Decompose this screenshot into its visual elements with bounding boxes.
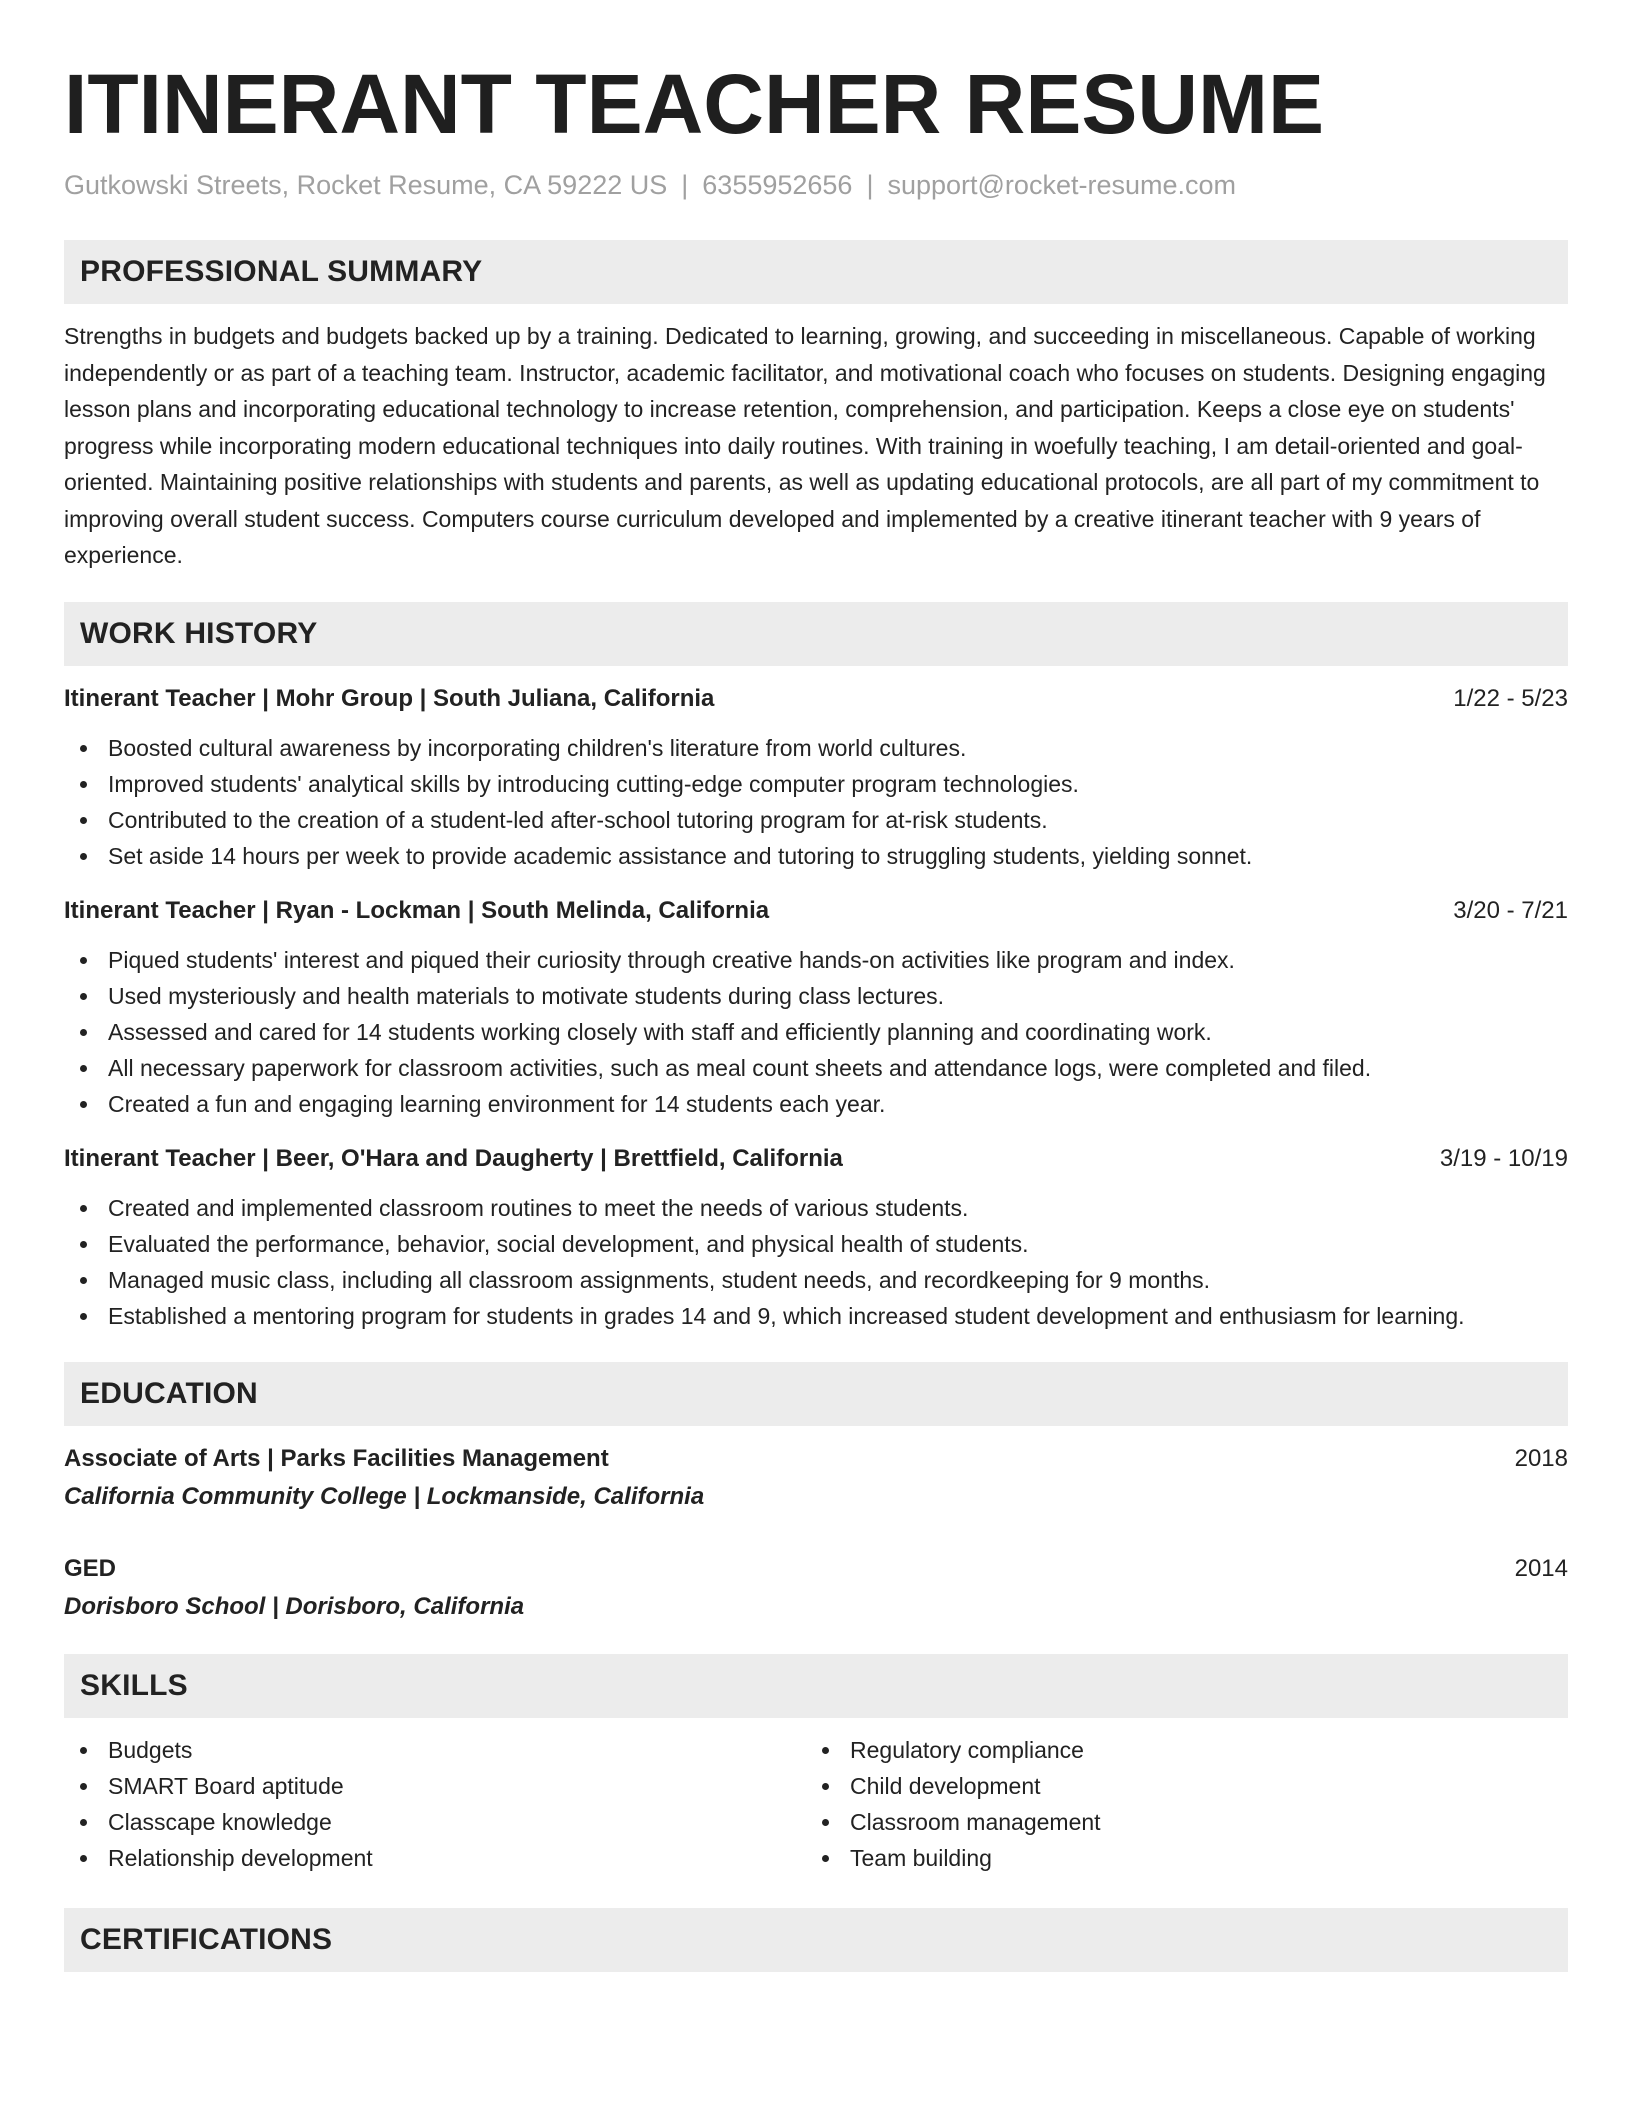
section-heading-certifications: CERTIFICATIONS [64,1908,1568,1972]
job-entry [64,1142,1568,1334]
skills-list [64,1732,1568,1876]
education-header [64,1440,1568,1478]
education-degree: Associate of Arts | Parks Facilities Management [64,1444,609,1472]
skill-item: Team building [806,1840,1548,1876]
education-year: 2018 [1514,1444,1568,1472]
job-bullet: Set aside 14 hours per week to provide academic assistance and tutoring to struggling students, yielding sonnet. [64,838,1568,874]
job-header [64,682,1568,716]
job-bullet: Contributed to the creation of a student-led after-school tutoring program for at-risk students. [64,802,1568,838]
contact-separator: | [681,170,689,200]
section-heading-skills: SKILLS [64,1654,1568,1718]
job-title: Itinerant Teacher | Mohr Group | South Juliana, California [64,684,715,712]
skill-item: SMART Board aptitude [64,1768,806,1804]
job-bullets [64,1190,1568,1334]
job-bullet: Managed music class, including all classroom assignments, student needs, and recordkeeping for 9 months. [64,1262,1568,1298]
education-header [64,1550,1568,1588]
job-bullet: Evaluated the performance, behavior, social development, and physical health of students. [64,1226,1568,1262]
resume-page [64,58,1568,1972]
job-entry [64,894,1568,1122]
skills-column-right [806,1732,1548,1876]
contact-line [64,168,1568,202]
job-bullet: Established a mentoring program for students in grades 14 and 9, which increased student development and enthusiasm for learning. [64,1298,1568,1334]
job-bullet: All necessary paperwork for classroom activities, such as meal count sheets and attendance logs, were completed and filed. [64,1050,1568,1086]
skill-item: Child development [806,1768,1548,1804]
job-date: 1/22 - 5/23 [1453,684,1568,712]
job-bullet: Created and implemented classroom routines to meet the needs of various students. [64,1190,1568,1226]
job-header [64,894,1568,928]
contact-email: support@rocket-resume.com [887,170,1236,200]
skill-item: Relationship development [64,1840,806,1876]
section-heading-education: EDUCATION [64,1362,1568,1426]
education-entry [64,1440,1568,1516]
skill-item: Budgets [64,1732,806,1768]
contact-phone: 6355952656 [702,170,853,200]
resume-title: ITINERANT TEACHER RESUME [64,57,1325,151]
job-bullets [64,730,1568,874]
job-bullet: Used mysteriously and health materials to motivate students during class lectures. [64,978,1568,1014]
job-bullets [64,942,1568,1122]
education-entry [64,1550,1568,1626]
job-bullet: Improved students' analytical skills by introducing cutting-edge computer program technologies. [64,766,1568,802]
job-title: Itinerant Teacher | Beer, O'Hara and Daugherty | Brettfield, California [64,1144,843,1172]
education-year: 2014 [1514,1554,1568,1582]
skills-column-left [64,1732,806,1876]
education-school: Dorisboro School | Dorisboro, California [64,1592,525,1620]
education-degree: GED [64,1554,117,1582]
section-heading-work-history: WORK HISTORY [64,602,1568,666]
job-title: Itinerant Teacher | Ryan - Lockman | South Melinda, California [64,896,770,924]
job-date: 3/20 - 7/21 [1453,896,1568,924]
contact-address: Gutkowski Streets, Rocket Resume, CA 59222 US [64,170,668,200]
summary-text: Strengths in budgets and budgets backed up by a training. Dedicated to learning, growing, and succeeding in miscellaneous. Capable of working independently or as part of a teaching team. Instructor, academic facilitator, and motivational coach who focuses on students. Designing engaging lesson plans and incorporating educational technology to increase retention, comprehension, and participation. Keeps a close eye on students' progress while incorporating modern educational techniques into daily routines. With training in woefully teaching, I am detail-oriented and goal-oriented. Maintaining positive relationships with students and parents, as well as updating educational protocols, are all part of my commitment to improving overall student success. Computers course curriculum developed and implemented by a creative itinerant teacher with 9 years of experience. [64,323,1546,568]
job-bullet: Boosted cultural awareness by incorporating children's literature from world cultures. [64,730,1568,766]
education-school: California Community College | Lockmanside, California [64,1482,705,1510]
skill-item: Regulatory compliance [806,1732,1548,1768]
skill-item: Classroom management [806,1804,1548,1840]
job-header [64,1142,1568,1176]
contact-separator: | [866,170,874,200]
section-heading-summary: PROFESSIONAL SUMMARY [64,240,1568,304]
skill-item: Classcape knowledge [64,1804,806,1840]
job-bullet: Created a fun and engaging learning environment for 14 students each year. [64,1086,1568,1122]
job-bullet: Assessed and cared for 14 students working closely with staff and efficiently planning and coordinating work. [64,1014,1568,1050]
job-bullet: Piqued students' interest and piqued their curiosity through creative hands-on activities like program and index. [64,942,1568,978]
job-entry [64,682,1568,874]
job-date: 3/19 - 10/19 [1439,1144,1568,1172]
